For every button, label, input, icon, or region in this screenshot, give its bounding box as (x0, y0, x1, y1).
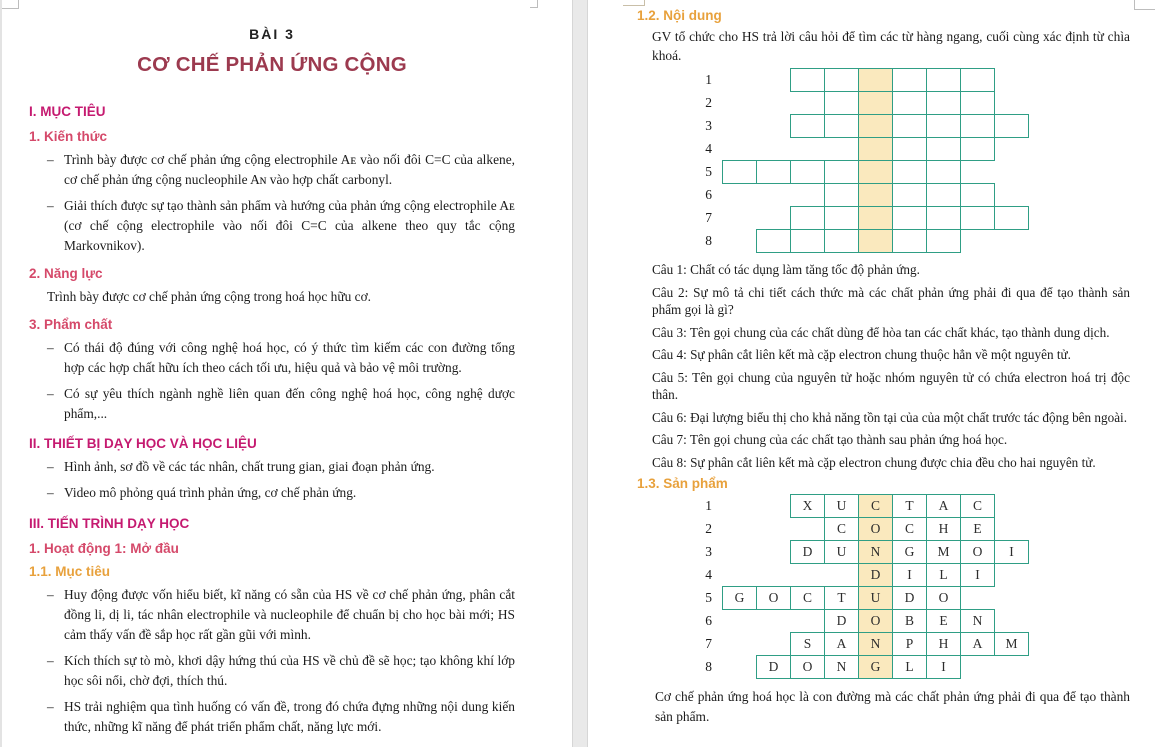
margin-crop-mark (1134, 0, 1155, 10)
bullet-item: – Huy động được vốn hiểu biết, kĩ năng có sẵn của HS về cơ chế phản ứng, phân cắt đồng li, dị li, tác nhân electrophile và nucleophile để chuẩn bị cho học bài mới; HS cảm thấy vấn đề sắp học rất gần gũi với mình. (29, 585, 515, 645)
crossword-cell (756, 160, 791, 184)
crossword-row-number: 1 (705, 498, 712, 513)
crossword-cell (756, 229, 791, 253)
bullet-item: – Video mô phỏng quá trình phản ứng, cơ chế phản ứng. (29, 483, 515, 503)
crossword-key-cell: O (858, 517, 893, 541)
crossword-key-cell (858, 91, 893, 115)
crossword-cell: C (892, 517, 927, 541)
crossword-key-cell: N (858, 540, 893, 564)
crossword-cell (926, 206, 961, 230)
question-item: Câu 3: Tên gọi chung của các chất dùng để hòa tan các chất khác, tạo thành dung dịch. (652, 324, 1110, 340)
subheading-kien-thuc: 1. Kiến thức (29, 129, 108, 144)
question-item: Câu 6: Đại lượng biểu thị cho khả năng tồn tại của của một chất trước tác động bên ngoài. (652, 409, 1128, 425)
question-item: Câu 8: Sự phân cắt liên kết mà cặp electron chung được chia đều cho hai nguyên tử. (652, 454, 1096, 470)
crossword-cell: D (790, 540, 825, 564)
crossword-row-number: 7 (705, 636, 712, 651)
crossword-key-cell (858, 160, 893, 184)
crossword-cell (994, 206, 1029, 230)
crossword-cell (960, 114, 995, 138)
crossword-row-number: 1 (705, 72, 712, 87)
bullet-item: – Có sự yêu thích ngành nghề liên quan đến công nghệ hoá học, công nghệ dược phẩm,... (29, 384, 515, 424)
crossword-cell: E (960, 517, 995, 541)
question-item: Câu 5: Tên gọi chung của nguyên tử hoặc nhóm nguyên tử có chứa electron hoá trị độc thân. (652, 369, 1130, 402)
crossword-cell: L (892, 655, 927, 679)
crossword-cell (926, 91, 961, 115)
crossword-key-cell: N (858, 632, 893, 656)
crossword-cell: T (892, 494, 927, 518)
crossword-cell (892, 229, 927, 253)
paragraph: Trình bày được cơ chế phản ứng cộng trong hoá học hữu cơ. (47, 289, 372, 304)
section-heading-tien-trinh: III. TIẾN TRÌNH DẠY HỌC (29, 516, 190, 531)
crossword-cell: U (824, 494, 859, 518)
bullet-item: – Hình ảnh, sơ đồ về các tác nhân, chất trung gian, giai đoạn phản ứng. (29, 457, 515, 477)
crossword-cell (790, 160, 825, 184)
crossword-cell: G (722, 586, 757, 610)
crossword-cell: B (892, 609, 927, 633)
crossword-cell: D (892, 586, 927, 610)
crossword-key-cell: U (858, 586, 893, 610)
intro-paragraph: GV tổ chức cho HS trả lời câu hỏi để tìm các từ hàng ngang, cuối cùng xác định từ chìa khoá. (652, 29, 1130, 63)
crossword-cell (994, 114, 1029, 138)
crossword-cell (926, 183, 961, 207)
crossword-row-number: 2 (705, 95, 712, 110)
minor-heading-1-3-san-pham: 1.3. Sản phẩm (637, 476, 728, 491)
bullet-item: – Trình bày được cơ chế phản ứng cộng electrophile Aᴇ vào nối đôi C=C của alkene, cơ chế phản ứng cộng nucleophile Aɴ vào hợp chất carbonyl. (29, 150, 515, 190)
crossword-key-cell (858, 68, 893, 92)
crossword-row-number: 3 (705, 118, 712, 133)
question-item: Câu 7: Tên gọi chung của các chất tạo thành sau phản ứng hoá học. (652, 432, 1008, 447)
crossword-cell: I (994, 540, 1029, 564)
margin-crop-mark (2, 0, 19, 9)
crossword-grid-solved (705, 494, 1029, 680)
minor-heading-1-2-noi-dung: 1.2. Nội dung (637, 8, 722, 23)
crossword-cell: S (790, 632, 825, 656)
crossword-cell: L (926, 563, 961, 587)
crossword-row-number: 4 (705, 141, 712, 156)
subheading-hoat-dong-1: 1. Hoạt động 1: Mở đầu (29, 541, 179, 556)
crossword-cell (926, 114, 961, 138)
crossword-row-number: 5 (705, 590, 712, 605)
crossword-cell (790, 229, 825, 253)
crossword-cell: I (960, 563, 995, 587)
crossword-cell (722, 160, 757, 184)
crossword-key-cell (858, 229, 893, 253)
subheading-nang-luc: 2. Năng lực (29, 266, 103, 281)
crossword-cell (926, 68, 961, 92)
conclusion-paragraph: Cơ chế phản ứng hoá học là con đường mà các chất phản ứng phải đi qua để tạo thành sản phẩm. (655, 689, 1130, 724)
right-page-content (637, 0, 1131, 727)
crossword-row-number: 7 (705, 210, 712, 225)
crossword-cell: H (926, 517, 961, 541)
page-left (0, 0, 572, 747)
crossword-row-number: 3 (705, 544, 712, 559)
margin-crop-mark (530, 0, 538, 8)
crossword-cell (926, 229, 961, 253)
crossword-cell: N (960, 609, 995, 633)
crossword-cell: N (824, 655, 859, 679)
crossword-cell (926, 137, 961, 161)
bullet-item: – Kích thích sự tò mò, khơi dậy hứng thú của HS về chủ đề sẽ học; tạo không khí lớp học sôi nổi, chờ đợi, thích thú. (29, 651, 515, 691)
crossword-cell (790, 114, 825, 138)
question-item: Câu 4: Sự phân cắt liên kết mà cặp electron chung thuộc hẳn về một nguyên tử. (652, 347, 1071, 362)
crossword-key-cell: O (858, 609, 893, 633)
crossword-key-cell (858, 206, 893, 230)
crossword-cell (892, 91, 927, 115)
subheading-pham-chat: 3. Phẩm chất (29, 317, 113, 332)
lesson-title: CƠ CHẾ PHẢN ỨNG CỘNG (137, 53, 407, 76)
crossword-cell: C (824, 517, 859, 541)
crossword-cell: X (790, 494, 825, 518)
crossword-cell: I (892, 563, 927, 587)
section-heading-thiet-bi: II. THIẾT BỊ DẠY HỌC VÀ HỌC LIỆU (29, 436, 257, 451)
crossword-cell: O (756, 586, 791, 610)
section-heading-muc-tieu: I. MỤC TIÊU (29, 104, 106, 119)
crossword-row-number: 8 (705, 233, 712, 248)
crossword-cell: O (790, 655, 825, 679)
crossword-cell (790, 68, 825, 92)
crossword-key-cell: D (858, 563, 893, 587)
crossword-cell: A (960, 632, 995, 656)
crossword-cell (892, 160, 927, 184)
bullet-item: – HS trải nghiệm qua tình huống có vấn đề, trong đó chứa đựng những nội dung kiến thức, những kĩ năng để phát triển phẩm chất, năng lực mới. (29, 697, 515, 737)
page-right (588, 0, 1155, 747)
crossword-cell (960, 206, 995, 230)
crossword-cell: T (824, 586, 859, 610)
crossword-cell: A (926, 494, 961, 518)
crossword-cell: A (824, 632, 859, 656)
crossword-row-number: 5 (705, 164, 712, 179)
crossword-row-number: 6 (705, 187, 712, 202)
lesson-number: BÀI 3 (249, 26, 295, 42)
crossword-key-cell: C (858, 494, 893, 518)
crossword-key-cell: G (858, 655, 893, 679)
crossword-cell (926, 160, 961, 184)
crossword-row-number: 2 (705, 521, 712, 536)
crossword-cell: H (926, 632, 961, 656)
crossword-cell (892, 137, 927, 161)
crossword-cell: C (960, 494, 995, 518)
crossword-cell: D (756, 655, 791, 679)
crossword-cell (824, 229, 859, 253)
crossword-grid-empty (705, 68, 1029, 254)
crossword-cell (960, 183, 995, 207)
crossword-cell: P (892, 632, 927, 656)
crossword-cell (824, 160, 859, 184)
crossword-cell (892, 114, 927, 138)
crossword-key-cell (858, 183, 893, 207)
left-page-content (29, 0, 515, 741)
crossword-row-number: 8 (705, 659, 712, 674)
crossword-cell (824, 68, 859, 92)
crossword-cell: U (824, 540, 859, 564)
crossword-cell (824, 206, 859, 230)
crossword-cell: I (926, 655, 961, 679)
crossword-cell (824, 114, 859, 138)
crossword-cell (960, 137, 995, 161)
crossword-cell: C (790, 586, 825, 610)
crossword-row-number: 6 (705, 613, 712, 628)
crossword-cell (892, 206, 927, 230)
crossword-cell (892, 183, 927, 207)
crossword-cell: E (926, 609, 961, 633)
crossword-cell: D (824, 609, 859, 633)
crossword-cell: M (926, 540, 961, 564)
crossword-key-cell (858, 137, 893, 161)
crossword-cell: O (960, 540, 995, 564)
crossword-cell (790, 206, 825, 230)
crossword-cell: G (892, 540, 927, 564)
crossword-cell: M (994, 632, 1029, 656)
bullet-item: – Giải thích được sự tạo thành sản phẩm và hướng của phản ứng cộng electrophile Aᴇ (cơ chế cộng electrophile vào nối đôi C=C của alkene theo quy tắc cộng Markovnikov). (29, 196, 515, 256)
page-gap (572, 0, 588, 747)
crossword-row-number: 4 (705, 567, 712, 582)
crossword-cell (824, 91, 859, 115)
crossword-cell (892, 68, 927, 92)
question-item: Câu 1: Chất có tác dụng làm tăng tốc độ phản ứng. (652, 262, 920, 277)
crossword-key-cell (858, 114, 893, 138)
bullet-item: – Có thái độ đúng với công nghệ hoá học, có ý thức tìm kiếm các con đường tổng hợp các hợp chất hữu ích theo cách tối ưu, hiệu quả và bảo vệ môi trường. (29, 338, 515, 378)
minor-heading-1-1-muc-tieu: 1.1. Mục tiêu (29, 564, 111, 579)
crossword-cell (824, 183, 859, 207)
question-item: Câu 2: Sự mô tả chi tiết cách thức mà các chất phản ứng phải đi qua để tạo thành sản phẩm gọi là gì? (652, 284, 1130, 317)
crossword-cell (960, 68, 995, 92)
crossword-cell: O (926, 586, 961, 610)
crossword-cell (960, 91, 995, 115)
